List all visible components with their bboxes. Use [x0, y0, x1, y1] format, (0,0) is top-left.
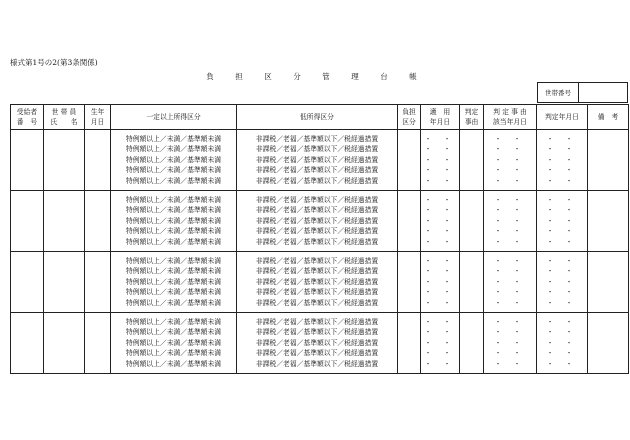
- header-judgment-reason: [460, 105, 484, 130]
- burden-register-table: [10, 104, 629, 374]
- header-applied-line-2: 年月日: [429, 118, 451, 126]
- reason-date-dots: [484, 195, 536, 248]
- reason-date-dots-line: ・ ・: [494, 227, 526, 236]
- applied-date-dots: [421, 195, 459, 248]
- income-options-line: 特例額以上／未満／基準額未満: [125, 267, 222, 276]
- applied-date-dots-line: ・ ・: [424, 134, 456, 143]
- income-options: [111, 317, 236, 370]
- applied-date-dots-line: ・ ・: [424, 176, 456, 185]
- reason-date-dots-line: ・ ・: [494, 256, 526, 265]
- header-receipt-no-line-2: 番 号: [16, 118, 38, 126]
- reason-date-dots: [484, 134, 536, 187]
- judgment-date-dots: [537, 195, 587, 248]
- low-income-options-line: 非課税／老福／基準額以下／税経過措置: [255, 166, 379, 175]
- low-income-options-line: 非課税／老福／基準額以下／税経過措置: [255, 317, 379, 326]
- reason-date-cell[interactable]: [484, 191, 537, 252]
- household-number-box: [537, 82, 628, 103]
- header-burden-class-line-1: 負担: [402, 108, 416, 116]
- income-options-line: 特例額以上／未満／基準額未満: [125, 237, 222, 246]
- low-income-options-line: 非課税／老福／基準額以下／税経過措置: [255, 134, 379, 143]
- reason-date-dots-line: ・ ・: [494, 166, 526, 175]
- reason-date-dots-line: ・ ・: [494, 298, 526, 307]
- household-number-label: 世帯番号: [538, 83, 579, 103]
- reason-date-dots-line: ・ ・: [494, 216, 526, 225]
- form-number: 様式第1号の2(第3条関係): [10, 58, 98, 67]
- judgment-date-cell[interactable]: [537, 130, 588, 191]
- header-reason-date-line-2: 該当年月日: [493, 118, 527, 126]
- header-judgment-reason-line-2: 事由: [464, 118, 479, 126]
- applied-date-dots-line: ・ ・: [424, 277, 456, 286]
- header-burden-class-line-2: 区分: [402, 118, 416, 126]
- low-income-options-line: 非課税／老福／基準額以下／税経過措置: [255, 256, 379, 265]
- applied-date-dots-line: ・ ・: [424, 359, 456, 368]
- judgment-date-dots: [537, 256, 587, 309]
- applied-date-dots-line: ・ ・: [424, 155, 456, 164]
- income-options-line: 特例額以上／未満／基準額未満: [125, 277, 222, 286]
- income-options-line: 特例額以上／未満／基準額未満: [125, 256, 222, 265]
- income-options-line: 特例額以上／未満／基準額未満: [125, 288, 222, 297]
- reason-date-cell[interactable]: [484, 130, 537, 191]
- judgment-date-dots-line: ・ ・: [546, 176, 578, 185]
- income-options-line: 特例額以上／未満／基準額未満: [125, 166, 222, 175]
- householder-cell[interactable]: [44, 313, 85, 374]
- income-options-line: 特例額以上／未満／基準額未満: [125, 317, 222, 326]
- birth-cell[interactable]: [85, 252, 111, 313]
- receipt-no-cell[interactable]: [11, 252, 44, 313]
- burden-class-cell[interactable]: [398, 130, 421, 191]
- judgment-date-dots-line: ・ ・: [546, 328, 578, 337]
- judgment-reason-cell[interactable]: [460, 313, 484, 374]
- income-options: [111, 195, 236, 248]
- header-receipt-no-line-1: 受給者: [16, 108, 38, 116]
- applied-date-dots-line: ・ ・: [424, 227, 456, 236]
- reason-date-dots: [484, 317, 536, 370]
- household-number-value[interactable]: [579, 83, 628, 103]
- low-income-options-line: 非課税／老福／基準額以下／税経過措置: [255, 206, 379, 215]
- low-income-options-line: 非課税／老福／基準額以下／税経過措置: [255, 298, 379, 307]
- income-options: [111, 256, 236, 309]
- remarks-cell[interactable]: [588, 191, 629, 252]
- low-income-options-line: 非課税／老福／基準額以下／税経過措置: [255, 338, 379, 347]
- applied-date-dots-line: ・ ・: [424, 298, 456, 307]
- low-income-options-line: 非課税／老福／基準額以下／税経過措置: [255, 288, 379, 297]
- income-class-cell[interactable]: [111, 130, 237, 191]
- applied-date-cell[interactable]: [421, 252, 460, 313]
- birth-cell[interactable]: [85, 130, 111, 191]
- header-applied-date: [421, 105, 460, 130]
- low-income-options-line: 非課税／老福／基準額以下／税経過措置: [255, 145, 379, 154]
- reason-date-dots: [484, 256, 536, 309]
- low-income-options: [237, 256, 397, 309]
- reason-date-dots-line: ・ ・: [494, 317, 526, 326]
- judgment-date-dots-line: ・ ・: [546, 227, 578, 236]
- reason-date-dots-line: ・ ・: [494, 359, 526, 368]
- applied-date-dots-line: ・ ・: [424, 328, 456, 337]
- low-income-options-line: 非課税／老福／基準額以下／税経過措置: [255, 349, 379, 358]
- header-householder: [44, 105, 85, 130]
- reason-date-dots-line: ・ ・: [494, 195, 526, 204]
- reason-date-dots-line: ・ ・: [494, 349, 526, 358]
- applied-date-cell[interactable]: [421, 313, 460, 374]
- header-birth-line-2: 月日: [90, 118, 105, 126]
- low-income-options-line: 非課税／老福／基準額以下／税経過措置: [255, 176, 379, 185]
- remarks-cell[interactable]: [588, 252, 629, 313]
- reason-date-dots-line: ・ ・: [494, 155, 526, 164]
- header-remarks: 備 考: [588, 105, 629, 130]
- low-income-options-line: 非課税／老福／基準額以下／税経過措置: [255, 216, 379, 225]
- income-options-line: 特例額以上／未満／基準額未満: [125, 155, 222, 164]
- receipt-no-cell[interactable]: [11, 313, 44, 374]
- header-householder-line-2: 氏 名: [50, 118, 78, 126]
- remarks-cell[interactable]: [588, 313, 629, 374]
- low-income-class-cell[interactable]: [237, 252, 398, 313]
- header-applied-line-1: 適 用: [429, 108, 451, 116]
- low-income-options-line: 非課税／老福／基準額以下／税経過措置: [255, 359, 379, 368]
- judgment-date-cell[interactable]: [537, 191, 588, 252]
- reason-date-cell[interactable]: [484, 252, 537, 313]
- applied-date-dots: [421, 256, 459, 309]
- header-judgment-reason-line-1: 判定: [464, 108, 479, 116]
- income-options-line: 特例額以上／未満／基準額未満: [125, 216, 222, 225]
- judgment-date-dots: [537, 134, 587, 187]
- low-income-options: [237, 134, 397, 187]
- judgment-date-dots-line: ・ ・: [546, 317, 578, 326]
- reason-date-dots-line: ・ ・: [494, 328, 526, 337]
- reason-date-dots-line: ・ ・: [494, 338, 526, 347]
- low-income-class-cell[interactable]: [237, 313, 398, 374]
- birth-cell[interactable]: [85, 313, 111, 374]
- income-options-line: 特例額以上／未満／基準額未満: [125, 134, 222, 143]
- header-income-class: 一定以上所得区分: [111, 105, 237, 130]
- income-class-cell[interactable]: [111, 313, 237, 374]
- judgment-date-dots-line: ・ ・: [546, 195, 578, 204]
- judgment-date-dots-line: ・ ・: [546, 349, 578, 358]
- applied-date-dots-line: ・ ・: [424, 256, 456, 265]
- low-income-options-line: 非課税／老福／基準額以下／税経過措置: [255, 267, 379, 276]
- low-income-options-line: 非課税／老福／基準額以下／税経過措置: [255, 328, 379, 337]
- judgment-date-dots: [537, 317, 587, 370]
- applied-date-cell[interactable]: [421, 191, 460, 252]
- income-class-cell[interactable]: [111, 252, 237, 313]
- applied-date-dots-line: ・ ・: [424, 317, 456, 326]
- income-options-line: 特例額以上／未満／基準額未満: [125, 206, 222, 215]
- householder-cell[interactable]: [44, 191, 85, 252]
- applied-date-dots-line: ・ ・: [424, 145, 456, 154]
- judgment-reason-cell[interactable]: [460, 252, 484, 313]
- page-title: 負 担 区 分 管 理 台 帳: [206, 72, 424, 81]
- judgment-date-dots-line: ・ ・: [546, 155, 578, 164]
- applied-date-dots-line: ・ ・: [424, 237, 456, 246]
- table-row: [11, 252, 629, 313]
- judgment-date-dots-line: ・ ・: [546, 206, 578, 215]
- applied-date-dots-line: ・ ・: [424, 288, 456, 297]
- reason-date-cell[interactable]: [484, 313, 537, 374]
- income-options-line: 特例額以上／未満／基準額未満: [125, 349, 222, 358]
- low-income-class-cell[interactable]: [237, 191, 398, 252]
- income-options: [111, 134, 236, 187]
- low-income-options: [237, 317, 397, 370]
- header-judgment-date: 判定年月日: [537, 105, 588, 130]
- low-income-options-line: 非課税／老福／基準額以下／税経過措置: [255, 277, 379, 286]
- applied-date-dots-line: ・ ・: [424, 267, 456, 276]
- remarks-cell[interactable]: [588, 130, 629, 191]
- income-options-line: 特例額以上／未満／基準額未満: [125, 176, 222, 185]
- low-income-options-line: 非課税／老福／基準額以下／税経過措置: [255, 195, 379, 204]
- reason-date-dots-line: ・ ・: [494, 267, 526, 276]
- judgment-date-cell[interactable]: [537, 252, 588, 313]
- judgment-date-dots-line: ・ ・: [546, 288, 578, 297]
- judgment-date-cell[interactable]: [537, 313, 588, 374]
- table-row: [11, 191, 629, 252]
- income-options-line: 特例額以上／未満／基準額未満: [125, 145, 222, 154]
- judgment-date-dots-line: ・ ・: [546, 216, 578, 225]
- applied-date-cell[interactable]: [421, 130, 460, 191]
- applied-date-dots-line: ・ ・: [424, 195, 456, 204]
- header-reason-date: [484, 105, 537, 130]
- table-row: [11, 130, 629, 191]
- income-options-line: 特例額以上／未満／基準額未満: [125, 328, 222, 337]
- applied-date-dots-line: ・ ・: [424, 338, 456, 347]
- header-birth: [85, 105, 111, 130]
- low-income-options-line: 非課税／老福／基準額以下／税経過措置: [255, 227, 379, 236]
- income-options-line: 特例額以上／未満／基準額未満: [125, 227, 222, 236]
- low-income-options-line: 非課税／老福／基準額以下／税経過措置: [255, 155, 379, 164]
- applied-date-dots-line: ・ ・: [424, 216, 456, 225]
- reason-date-dots-line: ・ ・: [494, 176, 526, 185]
- burden-class-cell[interactable]: [398, 252, 421, 313]
- burden-class-cell[interactable]: [398, 191, 421, 252]
- householder-cell[interactable]: [44, 252, 85, 313]
- table-row: [11, 313, 629, 374]
- header-reason-date-line-1: 判 定 事 由: [493, 108, 527, 116]
- judgment-date-dots-line: ・ ・: [546, 298, 578, 307]
- judgment-date-dots-line: ・ ・: [546, 359, 578, 368]
- header-receipt-no: [11, 105, 44, 130]
- income-class-cell[interactable]: [111, 191, 237, 252]
- judgment-date-dots-line: ・ ・: [546, 166, 578, 175]
- judgment-date-dots-line: ・ ・: [546, 237, 578, 246]
- receipt-no-cell[interactable]: [11, 130, 44, 191]
- judgment-date-dots-line: ・ ・: [546, 267, 578, 276]
- judgment-date-dots-line: ・ ・: [546, 145, 578, 154]
- judgment-date-dots-line: ・ ・: [546, 277, 578, 286]
- header-householder-line-1: 世 帯 員: [51, 108, 77, 116]
- income-options-line: 特例額以上／未満／基準額未満: [125, 338, 222, 347]
- judgment-reason-cell[interactable]: [460, 191, 484, 252]
- reason-date-dots-line: ・ ・: [494, 237, 526, 246]
- low-income-options-line: 非課税／老福／基準額以下／税経過措置: [255, 237, 379, 246]
- burden-class-cell[interactable]: [398, 313, 421, 374]
- low-income-class-cell[interactable]: [237, 130, 398, 191]
- income-options-line: 特例額以上／未満／基準額未満: [125, 298, 222, 307]
- birth-cell[interactable]: [85, 191, 111, 252]
- header-row: [11, 105, 629, 130]
- reason-date-dots-line: ・ ・: [494, 145, 526, 154]
- judgment-date-dots-line: ・ ・: [546, 256, 578, 265]
- applied-date-dots-line: ・ ・: [424, 166, 456, 175]
- income-options-line: 特例額以上／未満／基準額未満: [125, 195, 222, 204]
- reason-date-dots-line: ・ ・: [494, 206, 526, 215]
- header-birth-line-1: 生年: [90, 108, 105, 116]
- reason-date-dots-line: ・ ・: [494, 134, 526, 143]
- income-options-line: 特例額以上／未満／基準額未満: [125, 359, 222, 368]
- judgment-date-dots-line: ・ ・: [546, 338, 578, 347]
- header-low-income-class: 低所得区分: [237, 105, 398, 130]
- applied-date-dots: [421, 317, 459, 370]
- header-burden-class: [398, 105, 421, 130]
- judgment-reason-cell[interactable]: [460, 130, 484, 191]
- applied-date-dots: [421, 134, 459, 187]
- reason-date-dots-line: ・ ・: [494, 277, 526, 286]
- judgment-date-dots-line: ・ ・: [546, 134, 578, 143]
- reason-date-dots-line: ・ ・: [494, 288, 526, 297]
- receipt-no-cell[interactable]: [11, 191, 44, 252]
- low-income-options: [237, 195, 397, 248]
- applied-date-dots-line: ・ ・: [424, 349, 456, 358]
- applied-date-dots-line: ・ ・: [424, 206, 456, 215]
- householder-cell[interactable]: [44, 130, 85, 191]
